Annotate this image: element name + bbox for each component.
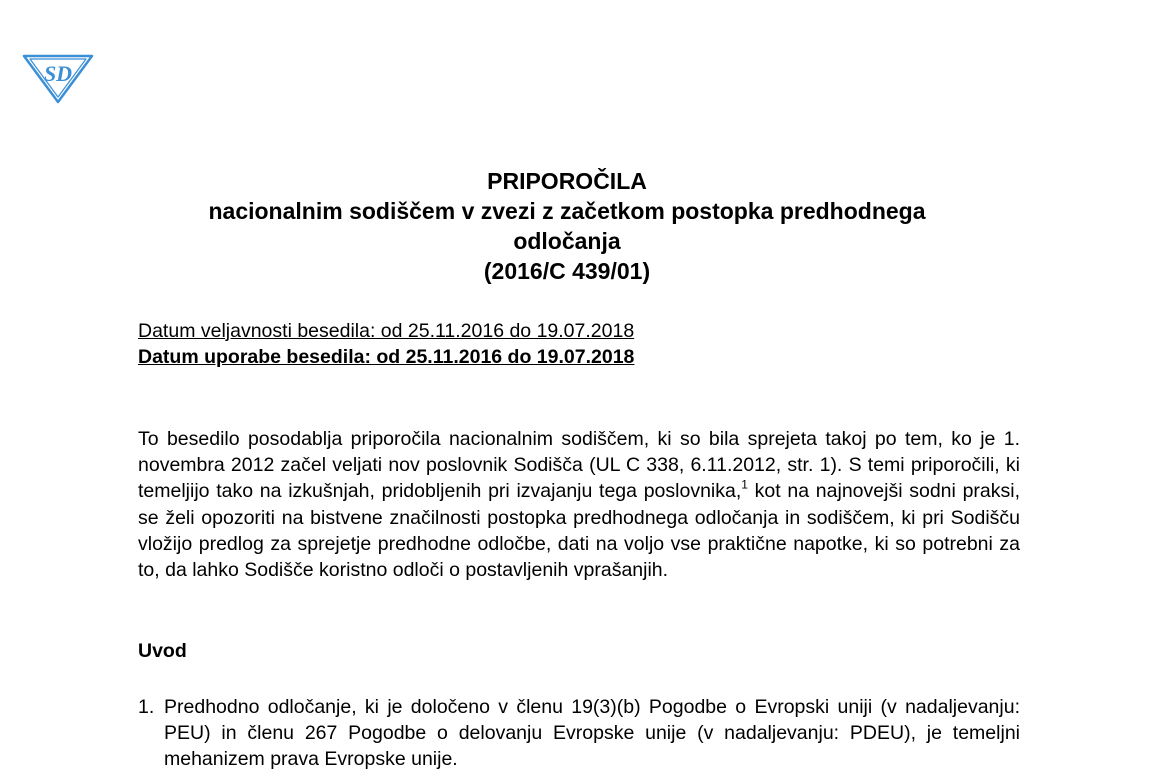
usage-date-line: Datum uporabe besedila: od 25.11.2016 do 19.07.2018 xyxy=(138,346,635,368)
title-line-4: (2016/C 439/01) xyxy=(483,258,651,284)
svg-text:SD: SD xyxy=(43,61,73,86)
intro-paragraph xyxy=(138,426,1020,583)
footnote-ref[interactable]: 1 xyxy=(741,478,748,493)
title-line-1: PRIPOROČILA xyxy=(487,168,647,194)
validity-dates xyxy=(138,318,634,370)
validity-date-line: Datum veljavnosti besedila: od 25.11.2016 do 19.07.2018 xyxy=(138,320,635,342)
title-line-2: nacionalnim sodiščem v zvezi z začetkom postopka predhodnega xyxy=(208,198,926,224)
section-heading: Uvod xyxy=(138,640,187,662)
numbered-paragraph xyxy=(138,694,1020,773)
paragraph-text: Predhodno odločanje, ki je določeno v členu 19(3)(b) Pogodbe o Evropski uniji (v nadaljevanju: PEU) in členu 267 Pogodbe o delovanju Evropske unije (v nadaljevanju: PDEU), je temeljni mehanizem prava Evropske unije. xyxy=(164,696,1020,771)
document-title xyxy=(0,166,1134,286)
intro-text-part-1: To besedilo posodablja priporočila nacionalnim sodiščem, ki so bila sprejeta takoj po tem, ko je 1. novembra 2012 začel veljati nov poslovnik Sodišča (UL C 338, 6.11.2012, str. 1). S temi priporočili, ki temeljijo tako na izkušnjah, pridobljenih pri izvajanju tega poslovnika, xyxy=(138,428,1020,503)
paragraph-number: 1. xyxy=(138,696,155,718)
intro-text-part-2: kot na najnovejši sodni praksi, se želi opozoriti na bistvene značilnosti postopka predhodnega odločanja in sodiščem, ki pri Sodišču vložijo predlog za sprejetje predhodne odločbe, dati na voljo vse praktične napotke, ki so potrebni za to, da lahko Sodišče koristno odloči o postavljenih vprašanjih. xyxy=(138,480,1020,582)
sodisce-logo-icon xyxy=(20,50,96,104)
title-line-3: odločanja xyxy=(513,228,621,254)
